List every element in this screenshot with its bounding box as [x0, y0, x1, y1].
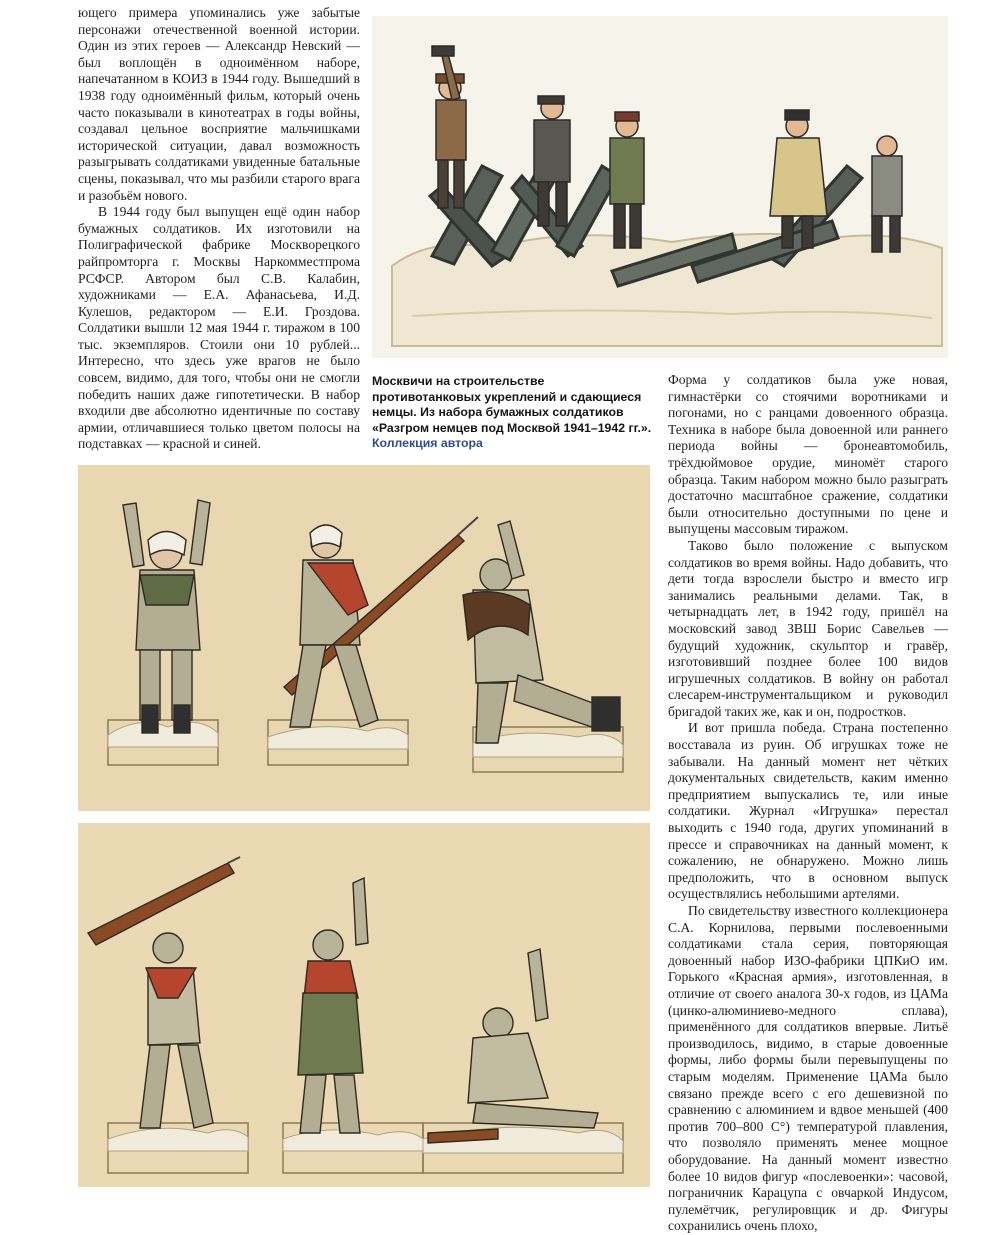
paper-soldiers-illustration-top [78, 465, 650, 811]
moscow-defense-illustration [372, 16, 948, 358]
left-text-column [78, 5, 360, 453]
paragraph: По свидетельству известного коллекционера С.А. Корнилова, первыми послевоенными солдатиками стала серия, повторяющая довоенный набор ИЗО-фабрики ЦПКиО им. Горького «Красная армия», изготовленная, в отличие от своего аналога 30-х годов, из ЦАМа (цинко-алюминиево-медного сплава), применённого для солдатиков впервые. Литьё производилось, видимо, в старые довоенные формы, либо формы были перевыпущены по старым моделям. Применение ЦАМа было связано прежде всего с его дешевизной по сравнению с алюминием и вдвое меньшей (400 против 700–800 С°) температурой плавления, что позволяло применять менее мощное оборудование. На данный момент известно более 10 видов фигур «послевоенки»: часовой, пограничник Карацупа с овчаркой Индусом, пулемётчик, регулировщик и др. Фигуры сохранились очень плохо, [668, 903, 948, 1234]
right-text-column [668, 372, 948, 1235]
paragraph: Форма у солдатиков была уже новая, гимнастёрки со стоячими воротниками и погонами, но с ранцами довоенного образца. Техника в наборе была довоенной или раннего периода войны — бронеавтомобиль, трёхдюймовое орудие, миномёт старого образца. Таким набором можно было разыграть достаточно масштабное сражение, солдатики были относительно доступными по цене и выпущены массовым тиражом. [668, 372, 948, 537]
figure-caption [372, 374, 654, 452]
paragraph: В 1944 году был выпущен ещё один набор бумажных солдатиков. Их изготовили на Полиграфической фабрике Москворецкого райпромторга г. Москвы Наркомместпрома РСФСР. Автором был С.В. Калабин, художниками — Е.А. Афанасьева, И.Д. Кулешов, редактором — Е.И. Гроздова. Солдатики вышли 12 мая 1944 г. тиражом в 100 тыс. экземпляров. Стоили они 10 рублей... Интересно, что здесь уже врагов не было совсем, видимо, для того, чтобы они не смогли победить наших даже гипотетически. В набор входили две абсолютно идентичные по составу армии, отличавшиеся только цветом полосы на подставках — красной и синей. [78, 204, 360, 452]
paragraph: ющего примера упоминались уже забытые персонажи отечественной военной истории. Один из этих героев — Александр Невский — был воплощён в одноимённом наборе, напечатанном в КОИЗ в 1944 году. Вышедший в 1938 году одноимённый фильм, который очень часто показывали в кинотеатрах в годы войны, создавал цельное восприятие мальчишками исторической ситуации, давал возможность разыгрывать солдатиками увиденные батальные сцены, показывал, что мы разбили старого врага и разобьём нового. [78, 5, 360, 203]
paper-soldiers-illustration-bottom [78, 823, 650, 1187]
caption-credit: Коллекция автора [372, 436, 483, 451]
paragraph: Таково было положение с выпуском солдатиков во время войны. Надо добавить, что дети тогда взрослели быстро и вместо игр занимались реальными делами. Так, в четырнадцать лет, в 1942 году, пришёл на московский завод ЗВШ Борис Савельев — будущий художник, скульптор и гравёр, изготовивший позднее более 100 видов игрушечных солдатиков. В войну он работал слесарем-инструментальщиком и руководил бригадой таких же, как и он, подростков. [668, 537, 948, 719]
paragraph: И вот пришла победа. Страна постепенно восставала из руин. Об игрушках тоже не забывали. На данный момент нет чётких документальных свидетельств, каким именно предприятием выпускались те, или иные солдатики. Журнал «Игрушка» перестал выходить с 1940 года, других упоминаний в прессе и справочниках на данный момент, к сожалению, не обнаружено. Можно лишь предположить, что в основном выпуск осуществлялись небольшими артелями. [668, 720, 948, 902]
caption-text: Москвичи на строительстве противотанковых укреплений и сдающиеся немцы. Из набора бумажных солдатиков «Разгром немцев под Москвой 1941–1942 гг.». [372, 374, 652, 435]
